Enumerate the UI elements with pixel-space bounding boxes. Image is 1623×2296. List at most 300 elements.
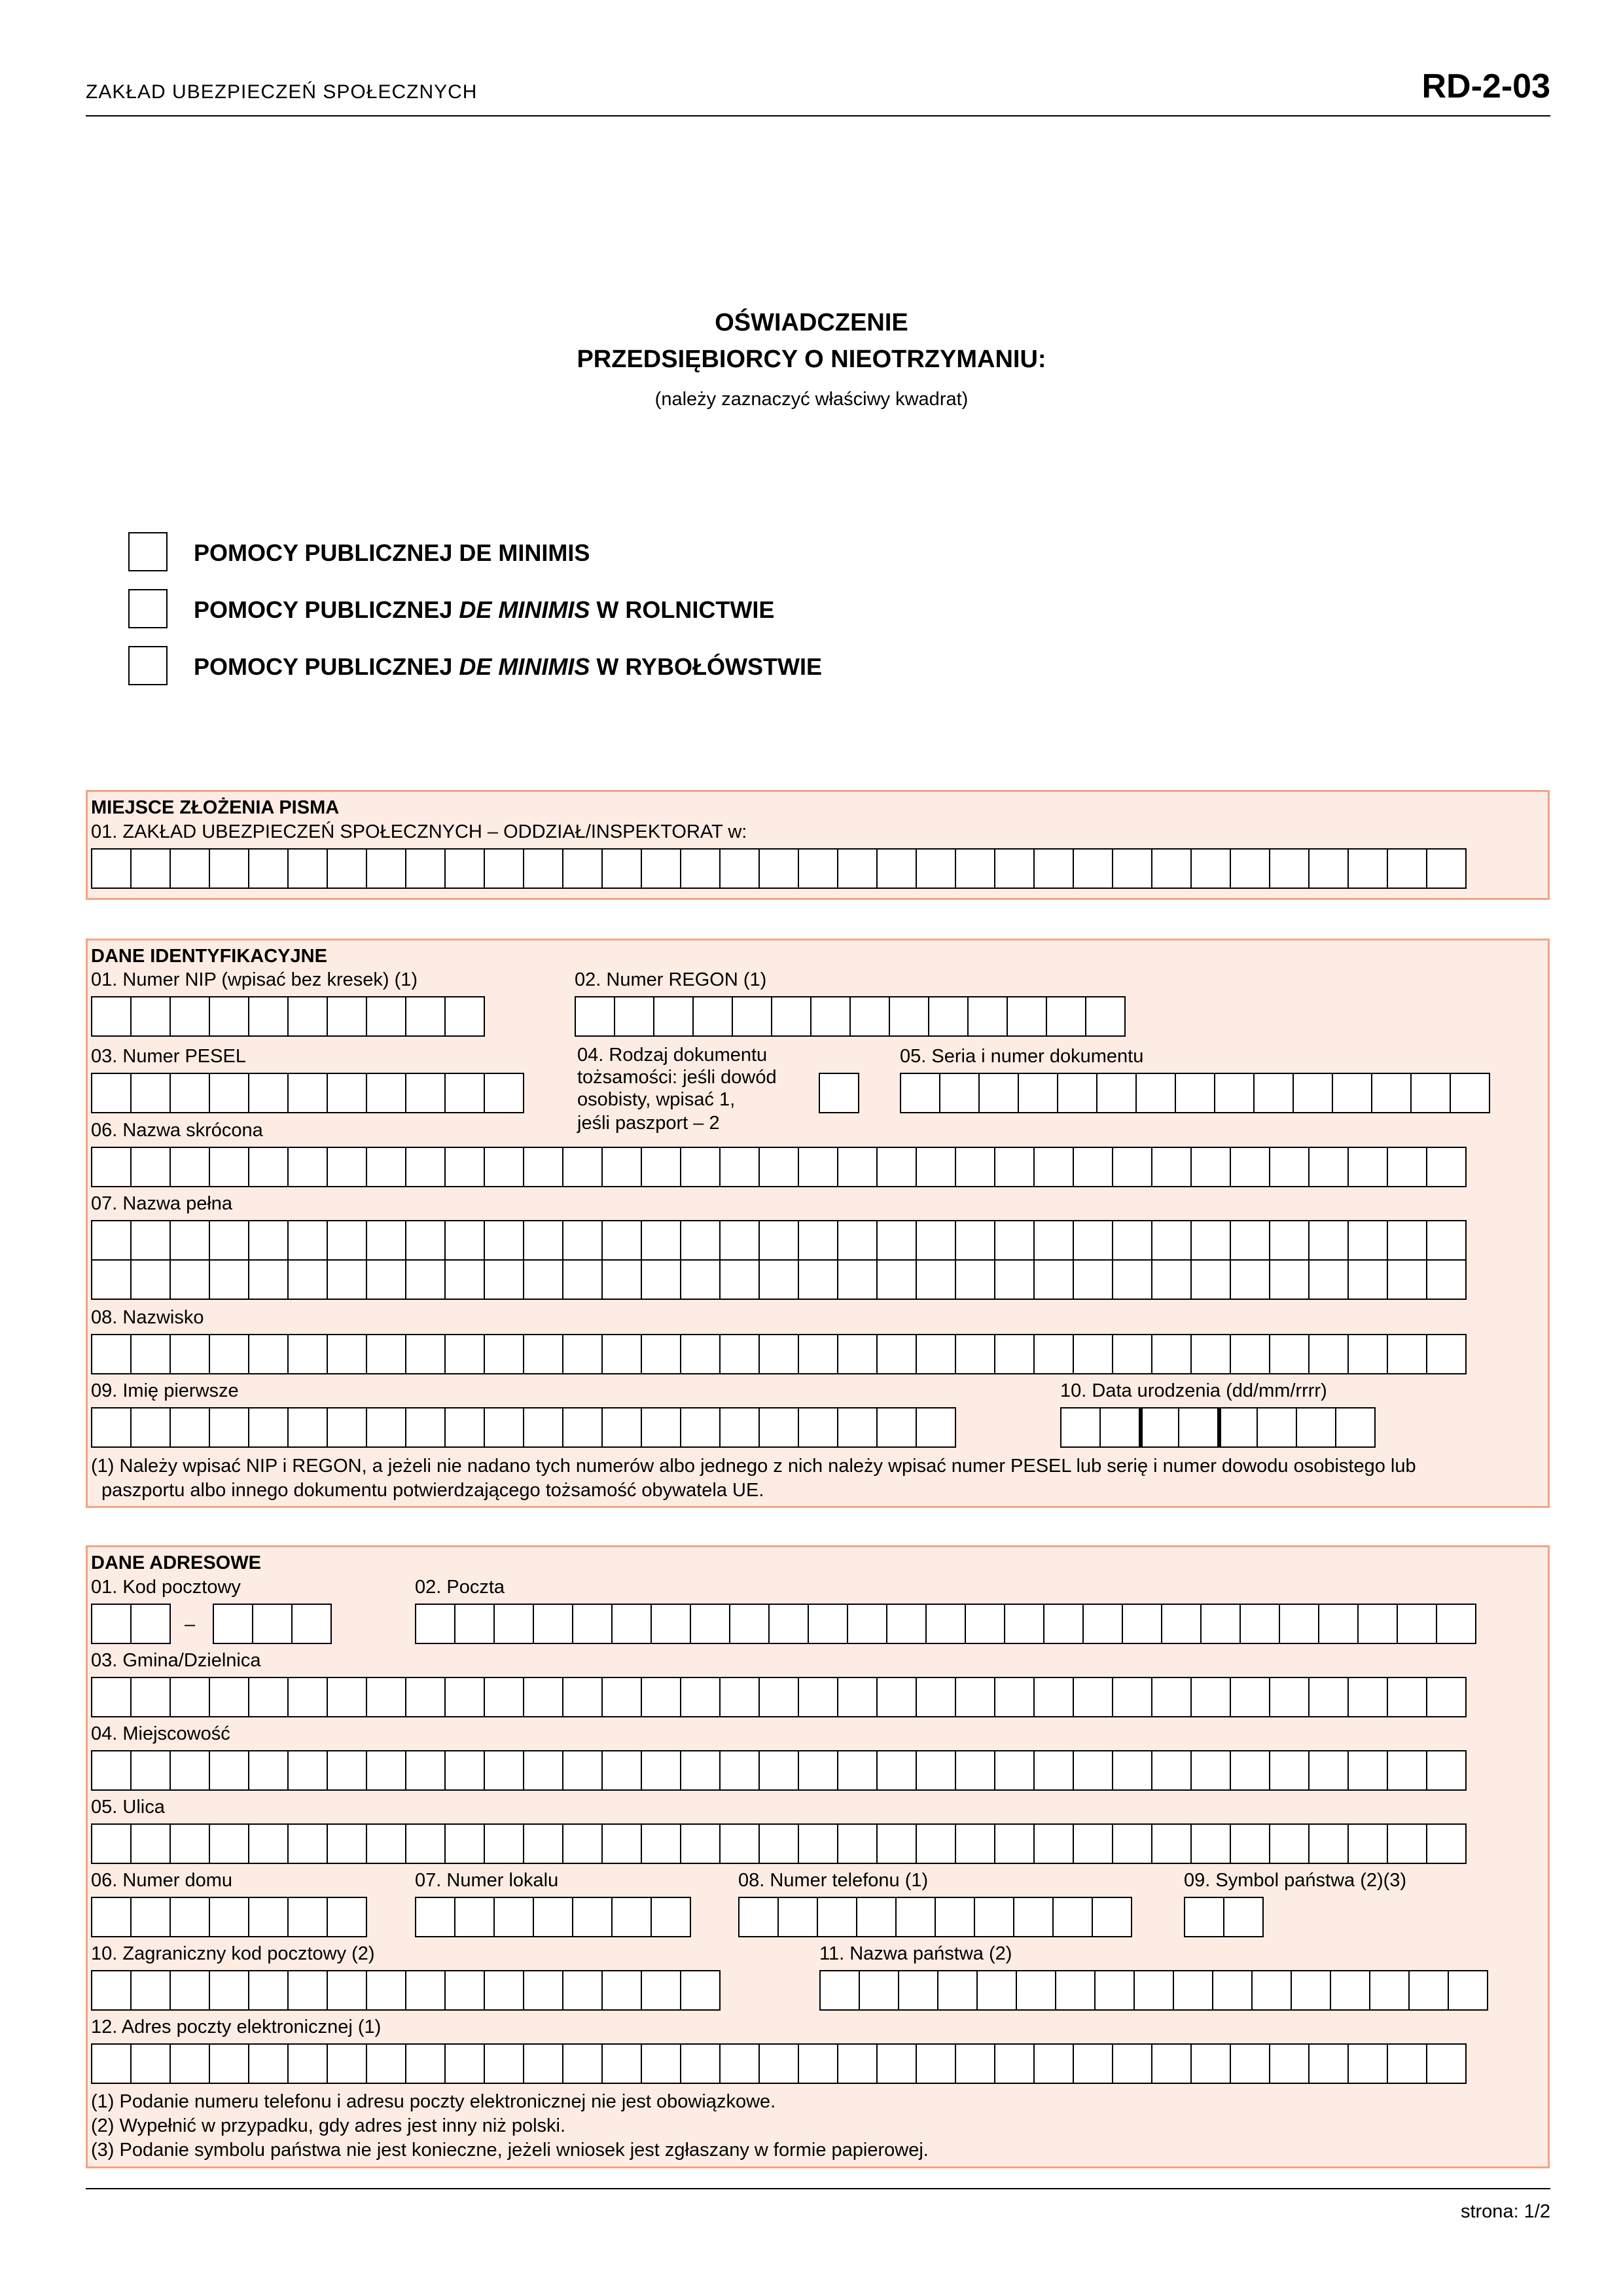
char-box[interactable] [758,1220,799,1261]
char-box[interactable] [1371,1073,1412,1113]
char-box[interactable] [444,1220,485,1261]
input-doc-type[interactable] [819,1073,859,1113]
char-box[interactable] [837,1147,878,1187]
char-box[interactable] [366,2043,406,2084]
char-box[interactable] [248,848,289,889]
char-box[interactable] [444,1750,485,1791]
char-box[interactable] [1347,1823,1388,1864]
char-box[interactable] [994,1259,1035,1300]
input-full-name-line1[interactable] [91,1220,1467,1261]
char-box[interactable] [366,1147,406,1187]
char-box[interactable] [91,1147,132,1187]
char-box[interactable] [287,1750,328,1791]
char-box[interactable] [1223,1897,1264,1937]
char-box[interactable] [209,1073,249,1113]
input-country-name[interactable] [819,1970,1488,2011]
char-box[interactable] [937,1970,978,2011]
char-box[interactable] [719,1407,760,1448]
char-box[interactable] [916,1220,956,1261]
char-box[interactable] [1073,1259,1113,1300]
input-first-name[interactable] [91,1407,956,1448]
char-box[interactable] [562,1407,603,1448]
char-box[interactable] [444,1407,485,1448]
char-box[interactable] [444,996,485,1037]
char-box[interactable] [405,1970,446,2011]
char-box[interactable] [248,1073,289,1113]
char-box[interactable] [994,1677,1035,1717]
char-box[interactable] [935,1897,975,1937]
char-box[interactable] [575,996,615,1037]
char-box[interactable] [1269,1220,1310,1261]
char-box[interactable] [758,1750,799,1791]
char-box[interactable] [327,1407,367,1448]
char-box[interactable] [1112,1147,1152,1187]
char-box[interactable] [287,996,328,1037]
char-box[interactable] [1347,1750,1388,1791]
char-box[interactable] [916,1334,956,1374]
char-box[interactable] [405,1334,446,1374]
char-box[interactable] [978,1073,1019,1113]
char-box[interactable] [1269,1259,1310,1300]
char-box[interactable] [1230,1220,1270,1261]
char-box[interactable] [169,1334,210,1374]
char-box[interactable] [1230,1259,1270,1300]
char-box[interactable] [798,1750,838,1791]
char-box[interactable] [130,1334,171,1374]
char-box[interactable] [523,1147,563,1187]
char-box[interactable] [444,1823,485,1864]
char-box[interactable] [1112,1750,1152,1791]
char-box[interactable] [1269,2043,1310,2084]
char-box[interactable] [327,1073,367,1113]
input-email[interactable] [91,2043,1467,2084]
char-box[interactable] [1251,1970,1292,2011]
char-box[interactable] [680,848,721,889]
char-box[interactable] [1092,1897,1132,1937]
char-box[interactable] [91,1897,132,1937]
char-box[interactable] [1426,2043,1467,2084]
char-box[interactable] [1057,1073,1097,1113]
char-box[interactable] [1175,1073,1215,1113]
char-box[interactable] [680,1823,721,1864]
char-box[interactable] [169,848,210,889]
char-box[interactable] [493,1897,534,1937]
char-box[interactable] [523,1407,563,1448]
char-box[interactable] [91,1073,132,1113]
char-box[interactable] [484,1334,524,1374]
char-box[interactable] [916,1407,956,1448]
char-box[interactable] [1133,1970,1174,2011]
char-box[interactable] [837,1220,878,1261]
char-box[interactable] [209,1407,249,1448]
char-box[interactable] [1151,1823,1192,1864]
char-box[interactable] [641,1334,681,1374]
char-box[interactable] [758,1823,799,1864]
char-box[interactable] [291,1604,332,1644]
char-box[interactable] [758,848,799,889]
char-box[interactable] [1293,1073,1333,1113]
char-box[interactable] [248,1147,289,1187]
char-box[interactable] [994,1823,1035,1864]
char-box[interactable] [1230,1677,1270,1717]
char-box[interactable] [484,1823,524,1864]
char-box[interactable] [405,848,446,889]
char-box[interactable] [994,1147,1035,1187]
char-box[interactable] [680,1407,721,1448]
char-box[interactable] [641,1970,681,2011]
char-box[interactable] [758,1259,799,1300]
char-box[interactable] [454,1897,495,1937]
char-box[interactable] [209,1750,249,1791]
char-box[interactable] [1347,1147,1388,1187]
char-box[interactable] [876,2043,917,2084]
char-box[interactable] [798,1407,838,1448]
char-box[interactable] [1308,1334,1349,1374]
char-box[interactable] [169,1750,210,1791]
char-box[interactable] [856,1897,897,1937]
char-box[interactable] [248,1750,289,1791]
char-box[interactable] [1230,1823,1270,1864]
char-box[interactable] [1085,996,1126,1037]
char-box[interactable] [484,1220,524,1261]
char-box[interactable] [1112,2043,1152,2084]
char-box[interactable] [562,1259,603,1300]
char-box[interactable] [91,1970,132,2011]
char-box[interactable] [248,1334,289,1374]
char-box[interactable] [916,1750,956,1791]
char-box[interactable] [1387,1259,1427,1300]
char-box[interactable] [523,1750,563,1791]
char-box[interactable] [1190,1220,1231,1261]
char-box[interactable] [1112,1823,1152,1864]
char-box[interactable] [169,1677,210,1717]
char-box[interactable] [523,1220,563,1261]
char-box[interactable] [91,1407,132,1448]
char-box[interactable] [1387,1147,1427,1187]
char-box[interactable] [1217,1407,1258,1448]
char-box[interactable] [415,1897,455,1937]
char-box[interactable] [454,1604,495,1644]
char-box[interactable] [562,1220,603,1261]
char-box[interactable] [209,1823,249,1864]
char-box[interactable] [680,1970,721,2011]
char-box[interactable] [1308,2043,1349,2084]
char-box[interactable] [1369,1970,1410,2011]
char-box[interactable] [1230,2043,1270,2084]
char-box[interactable] [287,2043,328,2084]
input-surname[interactable] [91,1334,1467,1374]
char-box[interactable] [484,1147,524,1187]
char-box[interactable] [213,1604,253,1644]
char-box[interactable] [209,1147,249,1187]
char-box[interactable] [484,1677,524,1717]
char-box[interactable] [248,1823,289,1864]
char-box[interactable] [415,1604,455,1644]
char-box[interactable] [798,848,838,889]
char-box[interactable] [327,848,367,889]
input-birth-date[interactable] [1060,1407,1376,1448]
char-box[interactable] [601,1823,642,1864]
char-box[interactable] [366,1259,406,1300]
char-box[interactable] [641,1407,681,1448]
char-box[interactable] [837,1407,878,1448]
char-box[interactable] [680,1750,721,1791]
char-box[interactable] [91,848,132,889]
char-box[interactable] [611,1604,652,1644]
char-box[interactable] [523,1823,563,1864]
char-box[interactable] [130,1407,171,1448]
char-box[interactable] [837,1259,878,1300]
char-box[interactable] [651,1604,691,1644]
char-box[interactable] [1151,1259,1192,1300]
char-box[interactable] [641,1823,681,1864]
char-box[interactable] [876,1259,917,1300]
char-box[interactable] [1426,1750,1467,1791]
char-box[interactable] [876,1823,917,1864]
char-box[interactable] [130,2043,171,2084]
input-commune[interactable] [91,1677,1467,1717]
char-box[interactable] [405,2043,446,2084]
char-box[interactable] [1308,1220,1349,1261]
char-box[interactable] [641,1677,681,1717]
char-box[interactable] [876,1407,917,1448]
char-box[interactable] [327,1259,367,1300]
char-box[interactable] [601,1147,642,1187]
char-box[interactable] [1073,1334,1113,1374]
char-box[interactable] [819,1970,860,2011]
char-box[interactable] [680,1220,721,1261]
char-box[interactable] [130,1750,171,1791]
char-box[interactable] [130,1147,171,1187]
char-box[interactable] [405,1677,446,1717]
char-box[interactable] [601,1750,642,1791]
char-box[interactable] [248,2043,289,2084]
char-box[interactable] [444,2043,485,2084]
input-nip[interactable] [91,996,485,1037]
char-box[interactable] [1096,1073,1137,1113]
char-box[interactable] [91,2043,132,2084]
char-box[interactable] [601,1407,642,1448]
char-box[interactable] [1112,1677,1152,1717]
char-box[interactable] [252,1604,293,1644]
char-box[interactable] [91,1604,132,1644]
char-box[interactable] [1347,848,1388,889]
char-box[interactable] [1052,1897,1093,1937]
char-box[interactable] [1269,1334,1310,1374]
char-box[interactable] [1387,1750,1427,1791]
char-box[interactable] [680,1147,721,1187]
char-box[interactable] [1007,996,1047,1037]
char-box[interactable] [130,1677,171,1717]
char-box[interactable] [562,1970,603,2011]
char-box[interactable] [484,1073,524,1113]
input-phone[interactable] [738,1897,1132,1937]
char-box[interactable] [1269,1147,1310,1187]
char-box[interactable] [1308,1677,1349,1717]
char-box[interactable] [916,2043,956,2084]
char-box[interactable] [1387,2043,1427,2084]
char-box[interactable] [719,2043,760,2084]
char-box[interactable] [777,1897,818,1937]
char-box[interactable] [327,1750,367,1791]
char-box[interactable] [876,848,917,889]
char-box[interactable] [876,1220,917,1261]
char-box[interactable] [1387,1677,1427,1717]
char-box[interactable] [994,848,1035,889]
char-box[interactable] [1043,1604,1084,1644]
char-box[interactable] [91,1677,132,1717]
char-box[interactable] [1330,1970,1370,2011]
char-box[interactable] [1335,1407,1376,1448]
char-box[interactable] [798,1220,838,1261]
char-box[interactable] [1387,1823,1427,1864]
char-box[interactable] [1347,2043,1388,2084]
char-box[interactable] [1151,2043,1192,2084]
char-box[interactable] [287,1334,328,1374]
char-box[interactable] [444,1334,485,1374]
char-box[interactable] [1450,1073,1490,1113]
char-box[interactable] [994,1220,1035,1261]
char-box[interactable] [955,1677,995,1717]
char-box[interactable] [1448,1970,1488,2011]
char-box[interactable] [1291,1970,1331,2011]
char-box[interactable] [1347,1220,1388,1261]
char-box[interactable] [169,1220,210,1261]
char-box[interactable] [1099,1407,1140,1448]
char-box[interactable] [405,1220,446,1261]
char-box[interactable] [1122,1604,1162,1644]
char-box[interactable] [837,1750,878,1791]
char-box[interactable] [484,1259,524,1300]
char-box[interactable] [209,1220,249,1261]
char-box[interactable] [1253,1073,1294,1113]
char-box[interactable] [1426,1334,1467,1374]
char-box[interactable] [169,996,210,1037]
char-box[interactable] [955,1147,995,1187]
char-box[interactable] [1426,1677,1467,1717]
char-box[interactable] [601,1677,642,1717]
char-box[interactable] [572,1897,613,1937]
char-box[interactable] [405,1259,446,1300]
char-box[interactable] [1257,1407,1297,1448]
char-box[interactable] [955,1259,995,1300]
char-box[interactable] [1033,2043,1074,2084]
char-box[interactable] [327,996,367,1037]
input-locality[interactable] [91,1750,1467,1791]
char-box[interactable] [601,1334,642,1374]
char-box[interactable] [1436,1604,1476,1644]
char-box[interactable] [562,848,603,889]
char-box[interactable] [169,2043,210,2084]
char-box[interactable] [1190,1147,1231,1187]
char-box[interactable] [1073,1147,1113,1187]
char-box[interactable] [1230,1147,1270,1187]
char-box[interactable] [601,2043,642,2084]
char-box[interactable] [837,1334,878,1374]
char-box[interactable] [916,1147,956,1187]
char-box[interactable] [1269,848,1310,889]
char-box[interactable] [209,1897,249,1937]
char-box[interactable] [1060,1407,1101,1448]
char-box[interactable] [91,1334,132,1374]
char-box[interactable] [916,848,956,889]
input-doc-number[interactable] [900,1073,1490,1113]
char-box[interactable] [327,1823,367,1864]
char-box[interactable] [641,1750,681,1791]
char-box[interactable] [1408,1970,1449,2011]
char-box[interactable] [562,1750,603,1791]
char-box[interactable] [1387,848,1427,889]
char-box[interactable] [1151,1147,1192,1187]
char-box[interactable] [1357,1604,1398,1644]
char-box[interactable] [1269,1750,1310,1791]
char-box[interactable] [169,1147,210,1187]
char-box[interactable] [444,1073,485,1113]
char-box[interactable] [994,1750,1035,1791]
char-box[interactable] [1161,1604,1202,1644]
char-box[interactable] [1269,1677,1310,1717]
char-box[interactable] [366,1750,406,1791]
char-box[interactable] [287,1259,328,1300]
char-box[interactable] [562,1823,603,1864]
char-box[interactable] [287,1147,328,1187]
char-box[interactable] [248,1407,289,1448]
char-box[interactable] [523,1259,563,1300]
char-box[interactable] [680,2043,721,2084]
char-box[interactable] [1073,1823,1113,1864]
char-box[interactable] [405,1147,446,1187]
char-box[interactable] [248,1677,289,1717]
char-box[interactable] [1018,1073,1058,1113]
char-box[interactable] [965,1604,1005,1644]
char-box[interactable] [1178,1407,1219,1448]
char-box[interactable] [287,1677,328,1717]
char-box[interactable] [847,1604,887,1644]
char-box[interactable] [955,1220,995,1261]
char-box[interactable] [1347,1677,1388,1717]
char-box[interactable] [614,996,654,1037]
char-box[interactable] [169,1407,210,1448]
char-box[interactable] [1387,1334,1427,1374]
char-box[interactable] [719,1220,760,1261]
char-box[interactable] [939,1073,980,1113]
char-box[interactable] [798,1259,838,1300]
char-box[interactable] [976,1970,1017,2011]
char-box[interactable] [1190,2043,1231,2084]
char-box[interactable] [819,1073,859,1113]
char-box[interactable] [651,1897,691,1937]
char-box[interactable] [916,1677,956,1717]
char-box[interactable] [1426,1823,1467,1864]
char-box[interactable] [130,996,171,1037]
char-box[interactable] [444,1147,485,1187]
char-box[interactable] [680,1677,721,1717]
char-box[interactable] [169,1823,210,1864]
char-box[interactable] [719,1750,760,1791]
char-box[interactable] [1190,1823,1231,1864]
char-box[interactable] [798,1677,838,1717]
char-box[interactable] [994,2043,1035,2084]
char-box[interactable] [738,1897,779,1937]
char-box[interactable] [169,1073,210,1113]
char-box[interactable] [444,1259,485,1300]
char-box[interactable] [653,996,694,1037]
char-box[interactable] [484,848,524,889]
char-box[interactable] [1033,1750,1074,1791]
char-box[interactable] [1112,1334,1152,1374]
char-box[interactable] [1073,1750,1113,1791]
char-box[interactable] [484,1970,524,2011]
